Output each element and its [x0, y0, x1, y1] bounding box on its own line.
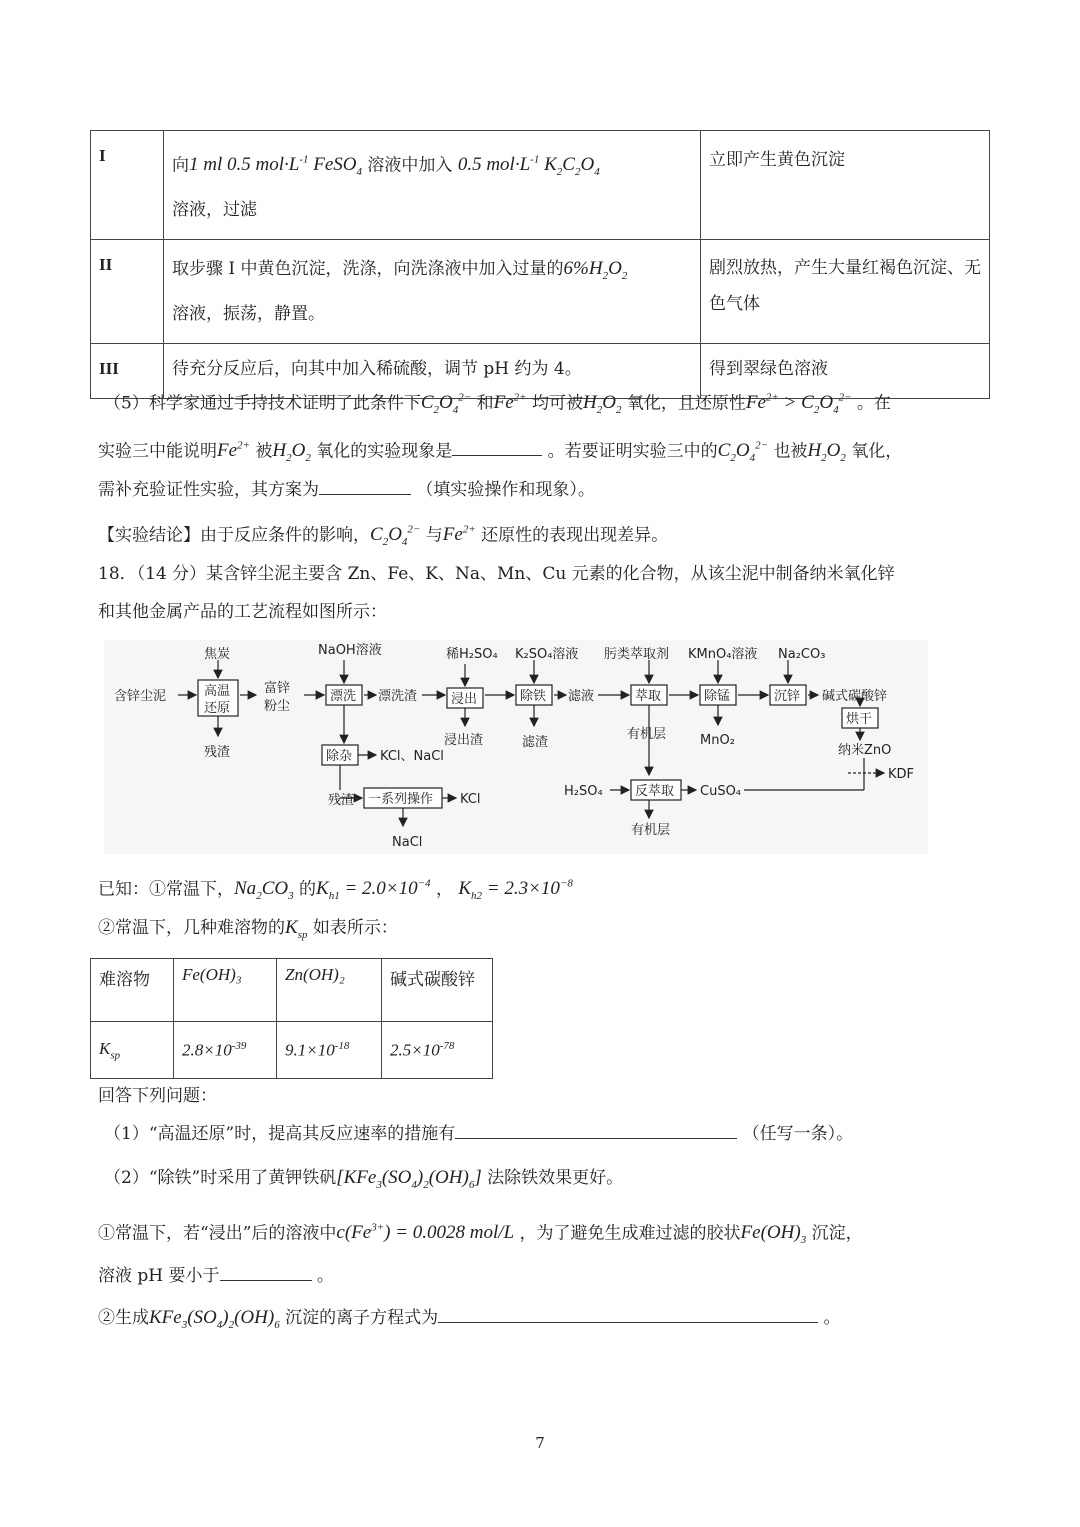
box-series-ops: 一系列操作 — [368, 792, 434, 807]
leach-residue: 浸出渣 — [444, 733, 484, 748]
q5-line3: 需补充验证性实验，其方案为 （填实验操作和现象）。 — [98, 476, 595, 504]
q2-1b: 溶液 pH 要小于 。 — [98, 1262, 334, 1290]
kcl-nacl: KCl、NaCl — [380, 749, 444, 764]
box-precipitate-zn: 沉锌 — [774, 689, 801, 704]
filter-residue: 滤渣 — [522, 735, 549, 750]
residue-2: 残渣 — [328, 793, 355, 808]
box-remove-iron: 除铁 — [520, 689, 547, 704]
box-dry: 烘干 — [846, 712, 873, 727]
step-operation: 向1 ml 0.5 $mol\cdot L^{-1}$ FeSO$_4$ 溶液中加入 0.5 $mol\cdot L^{-1}$ $K_2C_2O_4$ 溶液，过滤 — [164, 131, 701, 240]
step-label: III — [91, 343, 164, 398]
box-remove-mn: 除锰 — [704, 689, 731, 704]
box-reduction: 还原 — [204, 701, 231, 716]
reagent-h2so4: 稀H₂SO₄ — [446, 647, 498, 662]
ksp-table — [90, 958, 493, 1079]
filtrate: 滤液 — [568, 689, 595, 704]
reagent-naoh: NaOH溶液 — [318, 643, 382, 658]
q2-2: ②生成$KFe_3(SO_4)_2(OH)_6$ 沉淀的离子方程式为 。 — [98, 1304, 841, 1339]
reagent-na2co3: Na₂CO₃ — [778, 647, 826, 662]
flow-start: 含锌尘泥 — [114, 689, 167, 704]
flow-svg — [104, 640, 928, 854]
basic-zinc-carbonate: 碱式碳酸锌 — [822, 689, 888, 704]
q18-line1: 18．（14 分）某含锌尘泥主要含 Zn、Fe、K、Na、Mn、Cu 元素的化合物，从该尘泥中制备纳米氧化锌 — [98, 564, 895, 584]
rinse-residue: 漂洗渣 — [378, 689, 418, 704]
cuso4-product: CuSO₄ — [700, 784, 742, 799]
step-label: I — [91, 131, 164, 240]
box-remove-impurity: 除杂 — [326, 749, 353, 764]
experiment-table — [90, 130, 990, 399]
box-extract: 萃取 — [635, 689, 662, 704]
box-high-temp: 高温 — [204, 684, 231, 699]
q5-line1: （5）科学家通过手持技术证明了此条件下$C_2O_4^{2-}$ 和$Fe^{2+}$ 均可被$H_2O_2$ 氧化，且还原性$Fe^{2+} > C_2O_4^{2-}$ 。在 — [104, 392, 891, 417]
zinc-rich-1: 富锌 — [264, 681, 291, 696]
process-flow-diagram — [104, 640, 928, 854]
reagent-coke: 焦炭 — [204, 647, 231, 662]
experiment-conclusion: 【实验结论】由于反应条件的影响，$C_2O_4^{2-}$ 与$Fe^{2+}$ 还原性的表现出现差异。 — [98, 524, 669, 549]
box-rinse: 漂洗 — [330, 689, 357, 704]
organic-layer-2: 有机层 — [631, 823, 671, 838]
h2so4-reagent: H₂SO₄ — [564, 784, 603, 799]
q1: （1）“高温还原”时，提高其反应速率的措施有 （任写一条）。 — [104, 1120, 853, 1148]
answer-blank[interactable] — [319, 476, 411, 495]
table-row: 难溶物 Fe(OH)₃ Zn(OH)₂ 碱式碳酸锌 — [91, 959, 493, 1022]
answer-blank[interactable] — [452, 437, 542, 456]
kdf-product: KDF — [888, 767, 915, 782]
step-operation: 取步骤 I 中黄色沉淀，洗涤，向洗涤液中加入过量的$6\%H_2O_2$ 溶液，振荡，静置。 — [164, 240, 701, 344]
table-row — [91, 131, 990, 240]
step-phenomenon: 剧烈放热，产生大量红褐色沉淀、无色气体 — [701, 240, 990, 344]
reagent-kmno4: KMnO₄溶液 — [688, 647, 758, 662]
q18-line2: 和其他金属产品的工艺流程如图所示： — [98, 602, 387, 622]
reagent-k2so4: K₂SO₄溶液 — [515, 647, 579, 662]
table-row — [91, 240, 990, 344]
nacl-product: NaCl — [392, 835, 423, 850]
nano-zno: 纳米ZnO — [838, 743, 892, 758]
q2-1: ①常温下，若“浸出”后的溶液中$c(Fe^{3+}) = 0.0028$ mol/L ，为了避免生成难过滤的胶状$Fe(OH)_3$ 沉淀， — [98, 1222, 863, 1247]
answer-blank[interactable] — [220, 1262, 312, 1281]
known-2: ②常温下，几种难溶物的$K_{sp}$ 如表所示： — [98, 917, 398, 941]
step-phenomenon: 立即产生黄色沉淀 — [701, 131, 990, 240]
reagent-oxime: 肟类萃取剂 — [604, 647, 670, 662]
step-label: II — [91, 240, 164, 344]
organic-layer: 有机层 — [627, 727, 667, 742]
residue-1: 残渣 — [204, 745, 231, 760]
box-back-extract: 反萃取 — [635, 784, 675, 799]
answer-blank[interactable] — [455, 1120, 737, 1139]
mno2-product: MnO₂ — [700, 733, 735, 748]
step-operation: 待充分反应后，向其中加入稀硫酸，调节 pH 约为 4。 — [164, 343, 701, 398]
kcl-product: KCl — [460, 792, 481, 807]
answers-intro: 回答下列问题： — [98, 1086, 217, 1106]
page-number: 7 — [535, 1434, 545, 1452]
q5-line2: 实验三中能说明$Fe^{2+}$ 被$H_2O_2$ 氧化的实验现象是 。若要证明实验三中的$C_2O_4^{2-}$ 也被$H_2O_2$ 氧化， — [98, 432, 902, 472]
table-row: $K_{sp}$ $2.8\times 10^{-39}$ $9.1\times 10^{-18}$ $2.5\times 10^{-78}$ — [91, 1022, 493, 1079]
box-leach: 浸出 — [451, 692, 478, 707]
zinc-rich-2: 粉尘 — [264, 699, 291, 714]
q2: （2）“除铁”时采用了黄钾铁矾$[KFe_3(SO_4)_2(OH)_6]$ 法除铁效果更好。 — [104, 1167, 624, 1191]
step-phenomenon: 得到翠绿色溶液 — [701, 343, 990, 398]
known-1: 已知：①常温下，$Na_2CO_3$ 的$K_{h1} = 2.0\times 10^{-4}$ ， $K_{h2} = 2.3\times 10^{-8}$ — [98, 878, 573, 903]
answer-blank[interactable] — [438, 1304, 818, 1323]
